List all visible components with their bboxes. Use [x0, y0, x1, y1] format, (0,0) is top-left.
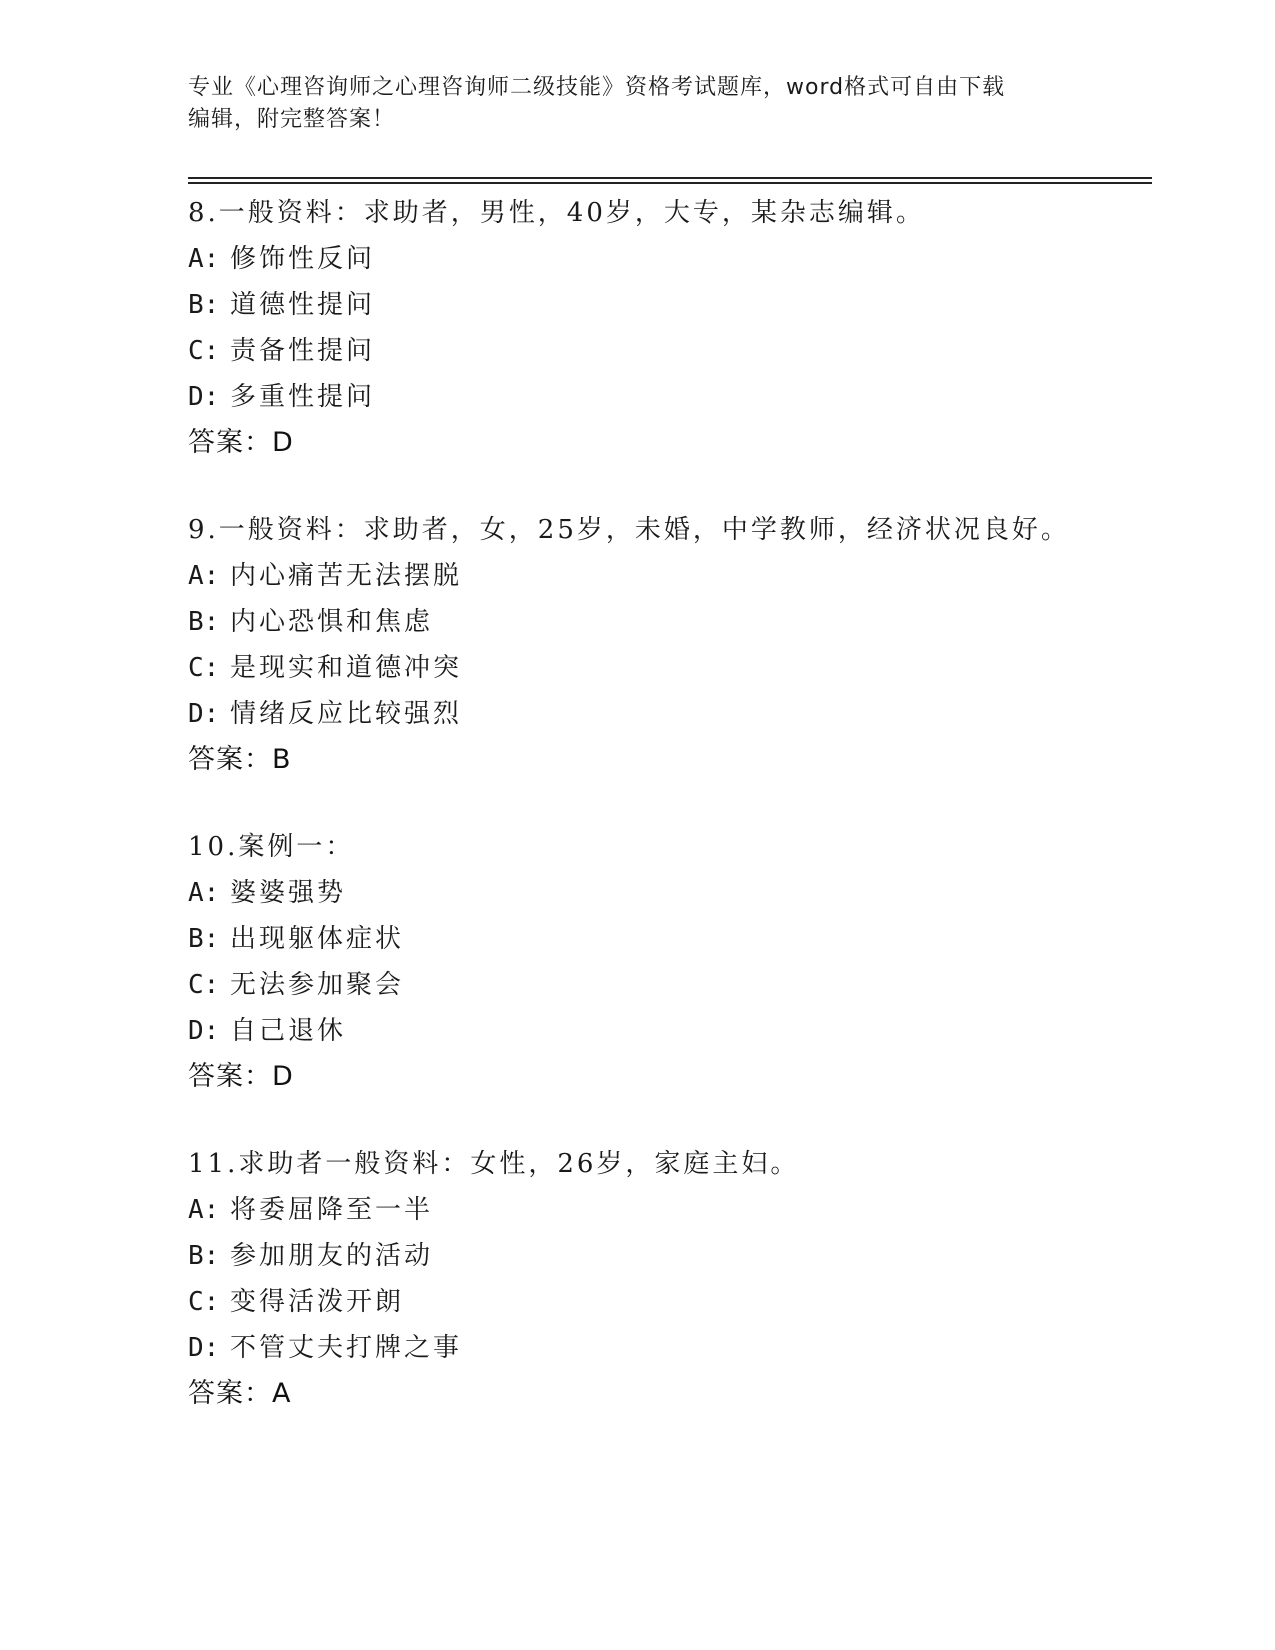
option-c: [188, 328, 1188, 374]
question-list: [188, 190, 1188, 1458]
option-text: 是现实和道德冲突: [230, 653, 463, 683]
option-text: 婆婆强势: [230, 878, 347, 908]
header-line-2: 编辑，附完整答案！: [188, 107, 396, 132]
question-10: [188, 824, 1188, 1100]
option-d: [188, 1008, 1188, 1054]
option-text: 内心恐惧和焦虑: [230, 607, 434, 637]
option-letter: D:: [188, 382, 220, 412]
option-b: [188, 599, 1188, 645]
option-letter: C:: [188, 970, 220, 1000]
option-d: [188, 1325, 1188, 1371]
option-a: [188, 236, 1188, 282]
option-text: 无法参加聚会: [230, 970, 405, 1000]
option-b: [188, 282, 1188, 328]
option-c: [188, 645, 1188, 691]
header-line-1: 专业《心理咨询师之心理咨询师二级技能》资格考试题库，word格式可自由下载: [188, 75, 1006, 100]
answer-line: 答案：D: [188, 1061, 294, 1092]
option-a: [188, 870, 1188, 916]
option-text: 修饰性反问: [230, 244, 376, 274]
option-text: 内心痛苦无法摆脱: [230, 561, 463, 591]
option-letter: A:: [188, 244, 220, 274]
answer-line: 答案：D: [188, 427, 294, 458]
answer-line: 答案：A: [188, 1378, 292, 1409]
option-text: 参加朋友的活动: [230, 1241, 434, 1271]
option-letter: C:: [188, 336, 220, 366]
question-8: [188, 190, 1188, 466]
option-text: 自己退休: [230, 1016, 347, 1046]
document-header: [188, 72, 1088, 136]
option-text: 将委屈降至一半: [230, 1195, 434, 1225]
answer-line: 答案：B: [188, 744, 292, 775]
option-letter: B:: [188, 290, 220, 320]
header-divider-bottom: [188, 182, 1152, 184]
option-letter: B:: [188, 1241, 220, 1271]
option-text: 出现躯体症状: [230, 924, 405, 954]
option-letter: A:: [188, 1195, 220, 1225]
option-c: [188, 962, 1188, 1008]
option-d: [188, 691, 1188, 737]
option-letter: B:: [188, 607, 220, 637]
option-text: 不管丈夫打牌之事: [230, 1333, 463, 1363]
option-letter: A:: [188, 878, 220, 908]
option-letter: C:: [188, 653, 220, 683]
option-text: 责备性提问: [230, 336, 376, 366]
option-text: 道德性提问: [230, 290, 376, 320]
question-stem: 11.求助者一般资料：女性，26岁，家庭主妇。: [188, 1149, 800, 1179]
option-a: [188, 1187, 1188, 1233]
question-11: [188, 1141, 1188, 1417]
option-letter: C:: [188, 1287, 220, 1317]
question-stem: 9.一般资料：求助者，女，25岁，未婚，中学教师，经济状况良好。: [188, 515, 1070, 545]
option-letter: A:: [188, 561, 220, 591]
option-b: [188, 916, 1188, 962]
option-text: 多重性提问: [230, 382, 376, 412]
question-stem: 8.一般资料：求助者，男性，40岁，大专，某杂志编辑。: [188, 198, 925, 228]
option-c: [188, 1279, 1188, 1325]
question-9: [188, 507, 1188, 783]
option-b: [188, 1233, 1188, 1279]
option-letter: B:: [188, 924, 220, 954]
option-a: [188, 553, 1188, 599]
option-letter: D:: [188, 1333, 220, 1363]
option-text: 情绪反应比较强烈: [230, 699, 463, 729]
option-d: [188, 374, 1188, 420]
question-stem: 10.案例一：: [188, 832, 355, 862]
header-divider-top: [188, 177, 1152, 179]
option-letter: D:: [188, 699, 220, 729]
option-text: 变得活泼开朗: [230, 1287, 405, 1317]
option-letter: D:: [188, 1016, 220, 1046]
